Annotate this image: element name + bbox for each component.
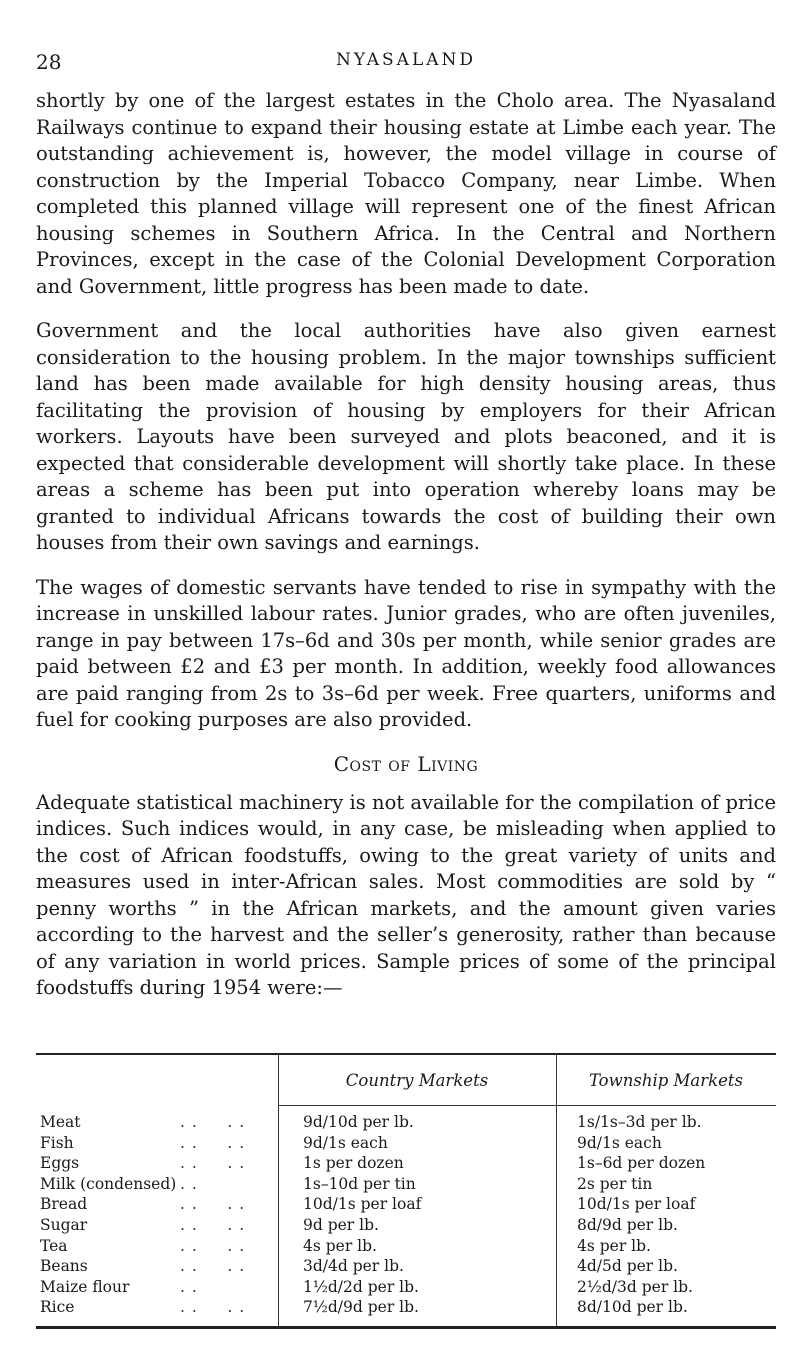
table-row xyxy=(36,1106,776,1133)
table-row xyxy=(36,1194,776,1215)
cell-item xyxy=(36,1194,279,1215)
leader-dots: . . xyxy=(180,1174,198,1193)
cell-item xyxy=(36,1153,279,1174)
item-name: Sugar xyxy=(40,1215,88,1234)
cell-country-price: 7½d/9d per lb. xyxy=(279,1297,557,1326)
leader-dots: . . . . xyxy=(180,1195,246,1214)
cell-township-price: 4d/5d per lb. xyxy=(557,1256,777,1277)
item-name: Tea xyxy=(40,1236,68,1255)
price-table xyxy=(36,1055,776,1326)
item-name: Fish xyxy=(40,1133,74,1152)
leader-dots: . . . . xyxy=(180,1215,246,1234)
leader-dots: . . . . xyxy=(180,1133,246,1152)
table-body xyxy=(36,1106,776,1326)
cell-country-price: 9d/10d per lb. xyxy=(279,1106,557,1133)
table-row xyxy=(36,1297,776,1326)
table-row xyxy=(36,1174,776,1195)
paragraph-cost-of-living: Adequate statistical machinery is not available for the compilation of price indices. Such indices would, in any case, be misleading when applied to the cost of African foodstuffs, owing to the great variety of units and measures used in inter-African sales. Most commodities are sold by “ penny worths ” in the African markets, and the amount given varies according to the harvest and the seller’s generosity, rather than because of any variation in world prices. Sample prices of some of the principal foodstuffs during 1954 were:— xyxy=(36,790,776,999)
cell-item xyxy=(36,1106,279,1133)
page-header xyxy=(36,50,776,80)
leader-dots: . . xyxy=(180,1277,198,1296)
cell-township-price: 10d/1s per loaf xyxy=(557,1194,777,1215)
header-township-markets: Township Markets xyxy=(557,1055,777,1106)
running-title: NYASALAND xyxy=(335,50,477,70)
cell-township-price: 1s–6d per dozen xyxy=(557,1153,777,1174)
leader-dots: . . . . xyxy=(180,1154,246,1173)
body-text xyxy=(36,88,776,1020)
cell-country-price: 3d/4d per lb. xyxy=(279,1256,557,1277)
cell-country-price: 9d/1s each xyxy=(279,1133,557,1154)
item-name: Eggs xyxy=(40,1154,80,1173)
cell-township-price: 2½d/3d per lb. xyxy=(557,1277,777,1298)
cell-item xyxy=(36,1215,279,1236)
table-row xyxy=(36,1256,776,1277)
cell-country-price: 1s–10d per tin xyxy=(279,1174,557,1195)
table-row xyxy=(36,1277,776,1298)
cell-country-price: 4s per lb. xyxy=(279,1236,557,1257)
table-header-row xyxy=(36,1055,776,1106)
paragraph-domestic-wages: The wages of domestic servants have tended to rise in sympathy with the increase in unskilled labour rates. Junior grades, who are often juveniles, range in pay between 17s–6d and 30s per month, while senior grades are paid between £2 and £3 per month. In addition, weekly food allowances are paid ranging from 2s to 3s–6d per week. Free quarters, uniforms and fuel for cooking purposes are also provided. xyxy=(36,575,776,731)
header-item-blank xyxy=(36,1055,279,1106)
cell-item xyxy=(36,1277,279,1298)
item-name: Maize flour xyxy=(40,1277,130,1296)
cell-item xyxy=(36,1256,279,1277)
cell-township-price: 8d/10d per lb. xyxy=(557,1297,777,1326)
cell-country-price: 1s per dozen xyxy=(279,1153,557,1174)
table-row xyxy=(36,1153,776,1174)
table-row xyxy=(36,1133,776,1154)
item-name: Milk (condensed) xyxy=(40,1174,177,1193)
paragraph-housing-estates: shortly by one of the largest estates in the Cholo area. The Nyasaland Railways continue to expand their housing estate at Limbe each year. The outstanding achievement is, however, the model village in course of construction by the Imperial Tobacco Company, near Limbe. When completed this planned village will represent one of the finest African housing schemes in Southern Africa. In the Central and Northern Provinces, except in the case of the Colonial Development Corporation and Government, little progress has been made to date. xyxy=(36,89,776,298)
table-row xyxy=(36,1236,776,1257)
leader-dots: . . . . xyxy=(180,1236,246,1255)
item-name: Beans xyxy=(40,1257,88,1276)
section-heading-cost-of-living: Cost of Living xyxy=(333,751,479,776)
cell-item xyxy=(36,1133,279,1154)
cell-item xyxy=(36,1236,279,1257)
cell-country-price: 9d per lb. xyxy=(279,1215,557,1236)
item-name: Bread xyxy=(40,1195,88,1214)
header-country-markets: Country Markets xyxy=(279,1055,557,1106)
item-name: Rice xyxy=(40,1298,75,1317)
cell-item xyxy=(36,1174,279,1195)
leader-dots: . . . . xyxy=(180,1112,246,1131)
page-number: 28 xyxy=(36,50,62,74)
paragraph-housing-government: Government and the local authorities have also given earnest consideration to the housing problem. In the major townships sufficient land has been made available for high density housing areas, thus facilitating the provision of housing by employers for their African workers. Layouts have been surveyed and plots beaconed, and it is expected that considerable development will shortly take place. In these areas a scheme has been put into operation whereby loans may be granted to individual Africans towards the cost of building their own houses from their own savings and earnings. xyxy=(36,319,776,554)
table-row xyxy=(36,1215,776,1236)
table-bottom-rule xyxy=(36,1326,776,1329)
item-name: Meat xyxy=(40,1112,81,1131)
cell-township-price: 1s/1s–3d per lb. xyxy=(557,1106,777,1133)
cell-item xyxy=(36,1297,279,1326)
leader-dots: . . . . xyxy=(180,1298,246,1317)
leader-dots: . . . . xyxy=(180,1257,246,1276)
price-table-wrapper xyxy=(36,1053,776,1329)
cell-township-price: 4s per lb. xyxy=(557,1236,777,1257)
cell-township-price: 2s per tin xyxy=(557,1174,777,1195)
cell-township-price: 8d/9d per lb. xyxy=(557,1215,777,1236)
cell-country-price: 1½d/2d per lb. xyxy=(279,1277,557,1298)
cell-country-price: 10d/1s per loaf xyxy=(279,1194,557,1215)
cell-township-price: 9d/1s each xyxy=(557,1133,777,1154)
